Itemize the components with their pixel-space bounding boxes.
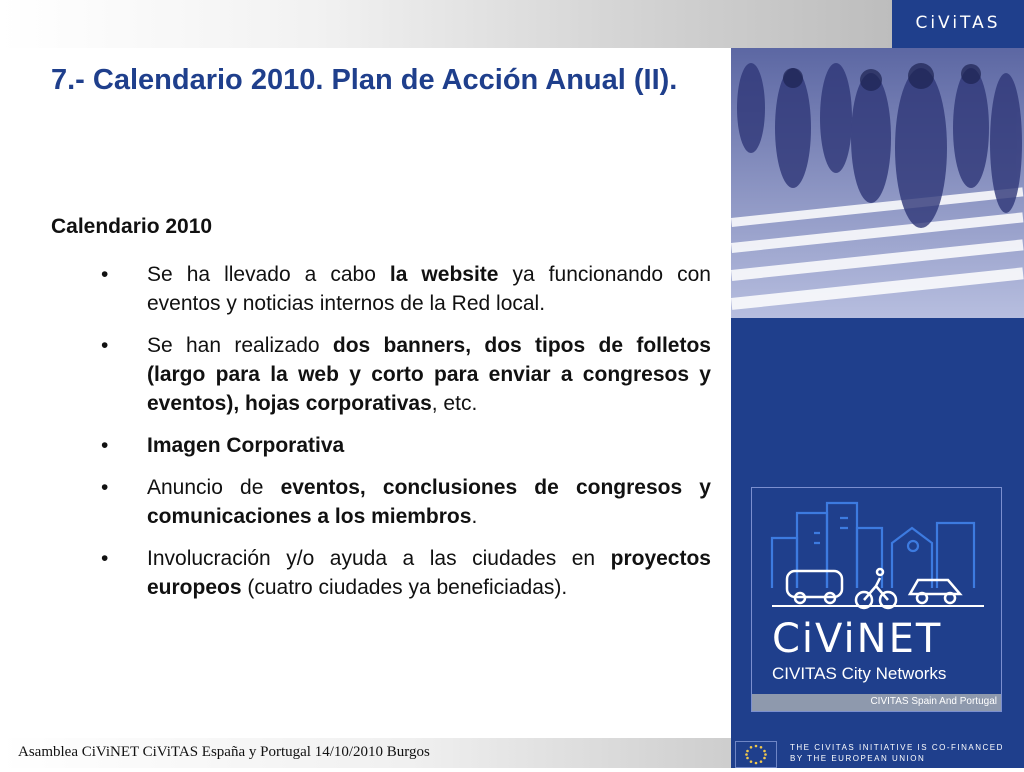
eu-text-line1: THE CIVITAS INITIATIVE IS CO-FINANCED: [790, 743, 1004, 752]
bullet-marker: •: [101, 434, 109, 457]
bullet-item: [101, 431, 711, 460]
civinet-wordmark: CiViNET: [772, 616, 943, 662]
eu-cofinance-text: [790, 742, 1004, 764]
civitas-logo: [892, 0, 1024, 48]
bullet-marker: •: [101, 476, 109, 499]
header-bar: [0, 0, 892, 48]
bullet-text: ya funcionando con eventos y noticias internos de la Red local.: [147, 263, 711, 315]
footer-text: Asamblea CiViNET CiViTAS España y Portugal 14/10/2010 Burgos: [18, 744, 430, 760]
bullet-marker: •: [101, 547, 109, 570]
bullet-text: Se ha llevado a cabo: [147, 263, 390, 286]
bullet-text: Se han realizado: [147, 334, 333, 357]
bullet-marker: •: [101, 334, 109, 357]
civinet-logo-card: [751, 487, 1002, 712]
civinet-strip: [752, 694, 1001, 711]
civinet-tagline: CIVITAS City Networks: [772, 664, 947, 683]
eu-flag-icon: [735, 741, 777, 768]
crowd-photo: [731, 48, 1024, 318]
eu-stars-icon: [736, 742, 776, 767]
bullet-item: [101, 260, 711, 318]
bullet-marker: •: [101, 263, 109, 286]
bullet-text-bold: dos banners, dos tipos de folletos (largo para la web y corto para enviar a congresos y eventos), hojas corporativas: [147, 334, 711, 415]
bullet-text-bold: proyectos europeos: [147, 547, 711, 599]
civitas-logo-text: CiViTAS: [915, 13, 1001, 33]
bullet-item: [101, 331, 711, 418]
bullet-text-bold: la website: [389, 263, 499, 286]
section-subtitle: Calendario 2010: [51, 215, 213, 238]
crowd-photo-illustration: [731, 48, 1024, 318]
bullet-item: [101, 473, 711, 531]
bullet-text: (cuatro ciudades ya beneficiadas).: [241, 576, 568, 599]
city-skyline-icon: [752, 488, 1001, 618]
bullet-text-bold: eventos, conclusiones de congresos y comunicaciones a los miembros: [147, 476, 711, 528]
slide-title: 7.- Calendario 2010. Plan de Acción Anual (II).: [51, 64, 678, 96]
civinet-strip-text: CIVITAS Spain And Portugal: [870, 696, 997, 707]
eu-text-line2: BY THE EUROPEAN UNION: [790, 754, 926, 763]
bullet-text: , etc.: [431, 392, 478, 415]
bullet-item: [101, 544, 711, 602]
bullet-text: .: [471, 505, 478, 528]
bullet-text: Involucración y/o ayuda a las ciudades en: [147, 547, 611, 570]
bullet-text: Anuncio de: [147, 476, 281, 499]
bullet-text-bold: Imagen Corporativa: [147, 434, 345, 457]
bullet-list: [101, 260, 711, 615]
